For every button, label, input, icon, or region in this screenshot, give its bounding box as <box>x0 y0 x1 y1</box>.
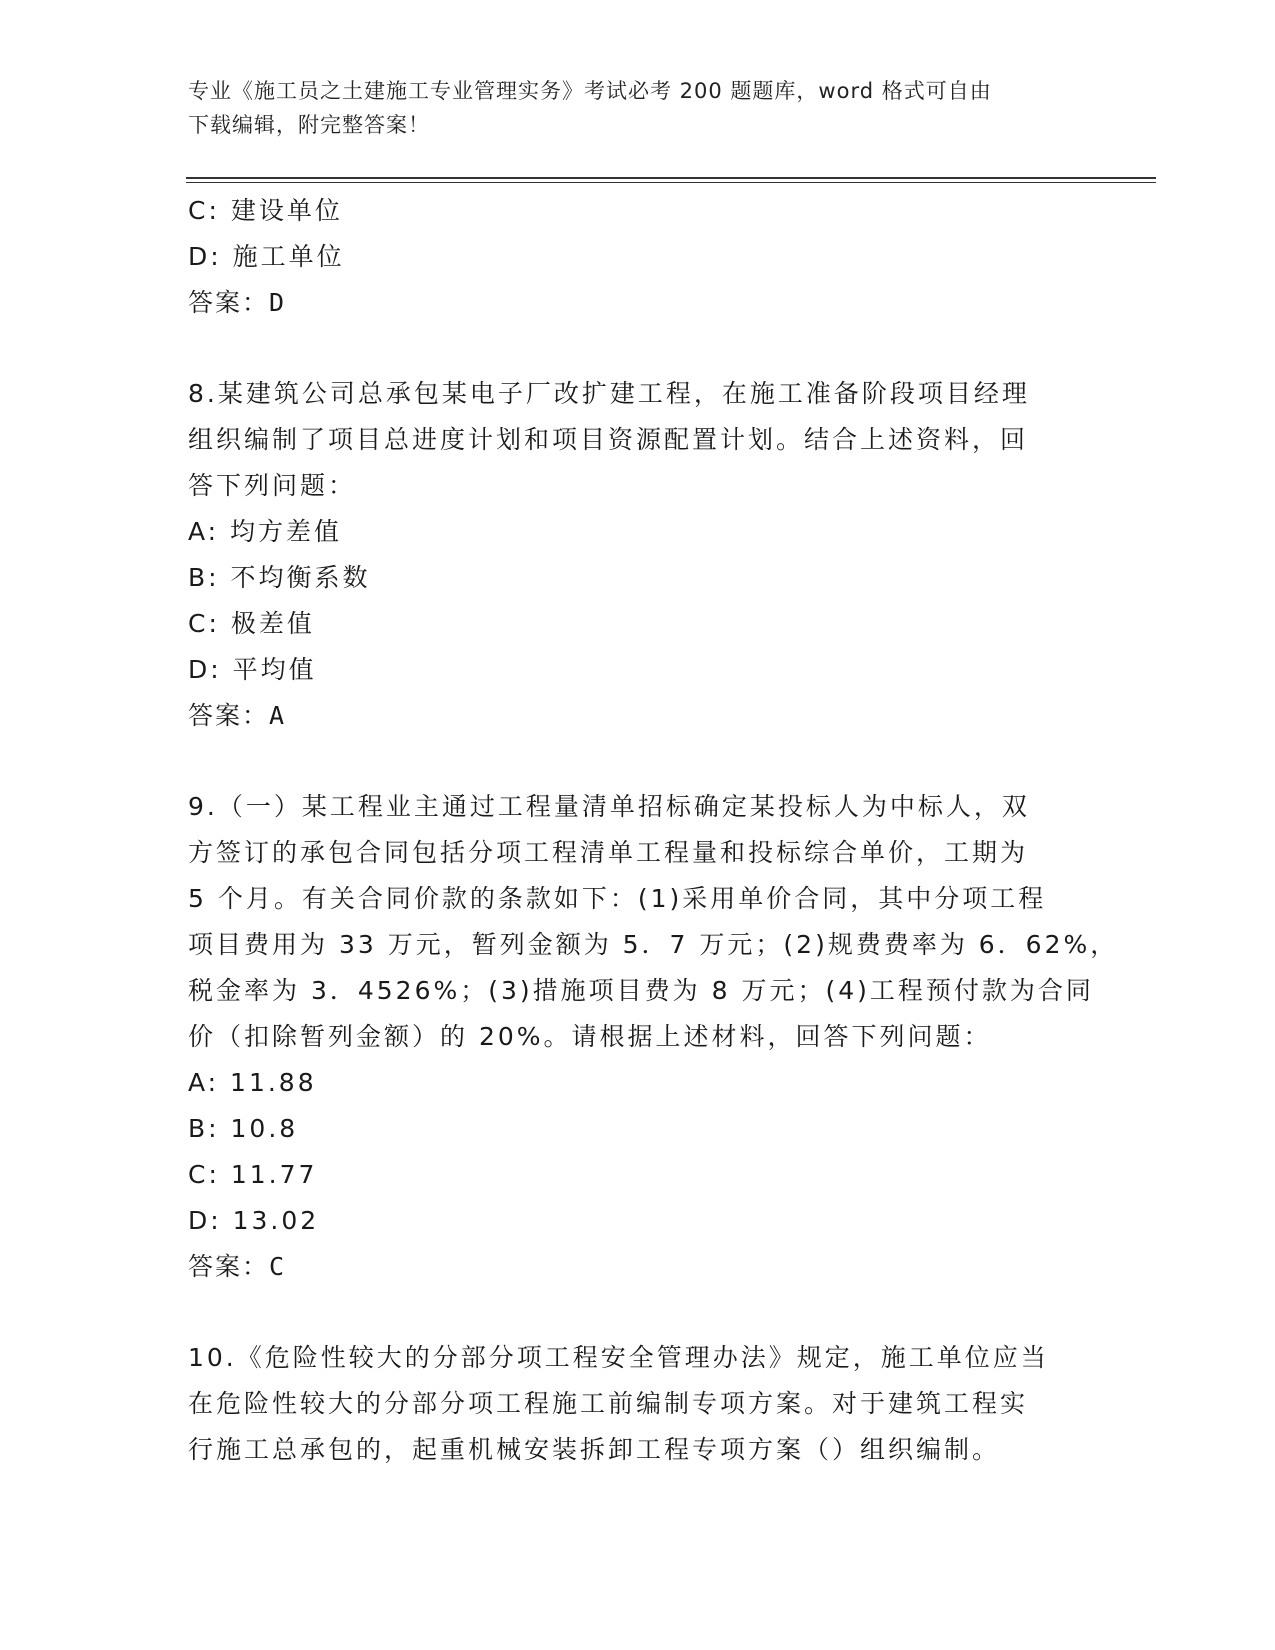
question-text-line: 组织编制了项目总进度计划和项目资源配置计划。结合上述资料，回 <box>188 425 1029 454</box>
option-c: C: 11.77 <box>188 1160 318 1189</box>
answer-line: 答案：A <box>188 701 287 730</box>
question-text-line: 答下列问题： <box>188 471 357 500</box>
question-text-line: 项目费用为 33 万元，暂列金额为 5．7 万元；(2)规费费率为 6．62%， <box>188 930 1119 959</box>
question-text-line: 8.某建筑公司总承包某电子厂改扩建工程，在施工准备阶段项目经理 <box>188 379 1030 408</box>
question-8 <box>188 371 1088 739</box>
header-line-2: 下载编辑，附完整答案！ <box>188 113 430 137</box>
question-text-line: 在危险性较大的分部分项工程施工前编制专项方案。对于建筑工程实 <box>188 1389 1029 1418</box>
question-text-line: 价（扣除暂列金额）的 20%。请根据上述材料，回答下列问题： <box>188 1022 992 1051</box>
option-c: C: 建设单位 <box>188 196 343 225</box>
spacer <box>188 1290 1088 1335</box>
question-text-line: 5 个月。有关合同价款的条款如下：(1)采用单价合同，其中分项工程 <box>188 884 1047 913</box>
option-a: A: 11.88 <box>188 1068 317 1097</box>
option-c: C: 极差值 <box>188 609 315 638</box>
option-b: B: 10.8 <box>188 1114 299 1143</box>
answer-line: 答案：C <box>188 1252 287 1281</box>
spacer <box>188 326 1088 371</box>
header-line-1: 专业《施工员之土建施工专业管理实务》考试必考 200 题题库，word 格式可自由 <box>188 79 992 103</box>
question-7-tail <box>188 188 1088 326</box>
option-b: B: 不均衡系数 <box>188 563 371 592</box>
header-divider-thin <box>186 182 1156 183</box>
question-text-line: 税金率为 3．4526%；(3)措施项目费为 8 万元；(4)工程预付款为合同 <box>188 976 1094 1005</box>
question-text-line: 方签订的承包合同包括分项工程清单工程量和投标综合单价，工期为 <box>188 838 1029 867</box>
question-9 <box>188 784 1119 1290</box>
question-text-line: 行施工总承包的，起重机械安装拆卸工程专项方案（）组织编制。 <box>188 1435 1001 1464</box>
spacer <box>188 739 1088 784</box>
page-header <box>188 74 1068 142</box>
option-d: D: 平均值 <box>188 655 317 684</box>
question-10 <box>188 1335 1088 1473</box>
option-d: D: 施工单位 <box>188 242 345 271</box>
header-divider-thick <box>186 177 1156 179</box>
option-d: D: 13.02 <box>188 1206 320 1235</box>
document-body <box>188 188 1119 1473</box>
option-a: A: 均方差值 <box>188 517 343 546</box>
question-text-line: 10.《危险性较大的分部分项工程安全管理办法》规定，施工单位应当 <box>188 1343 1049 1372</box>
question-text-line: 9.（一）某工程业主通过工程量清单招标确定某投标人为中标人，双 <box>188 792 1030 821</box>
answer-line: 答案：D <box>188 288 287 317</box>
